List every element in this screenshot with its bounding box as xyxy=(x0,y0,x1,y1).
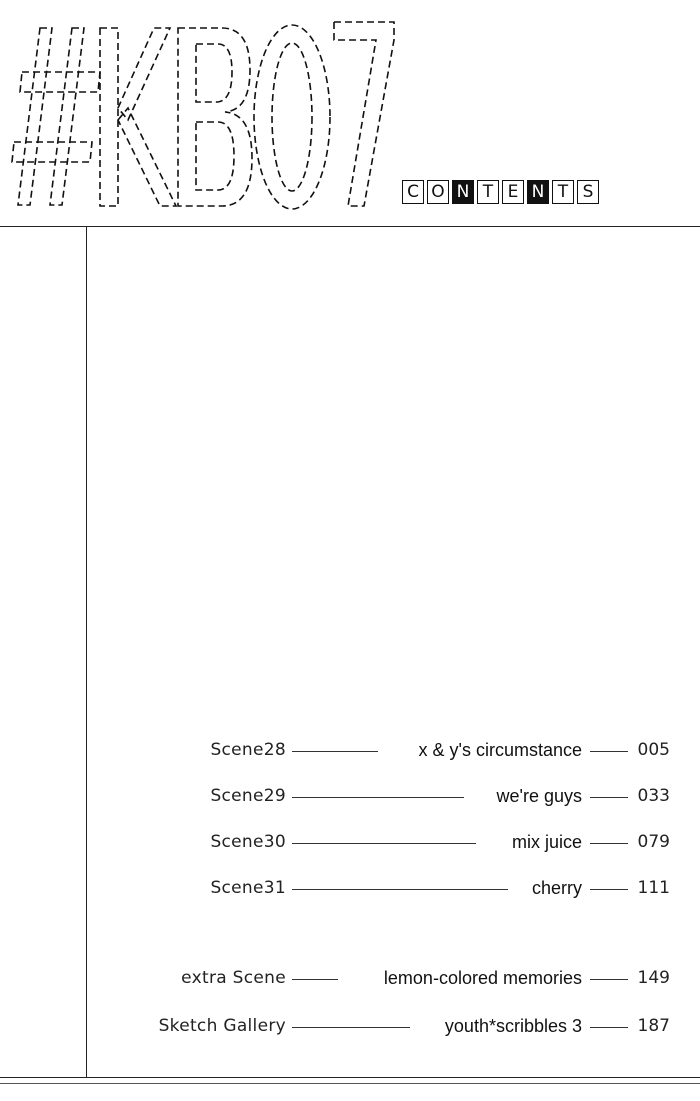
toc-entry[interactable] xyxy=(0,740,700,764)
toc-entry[interactable] xyxy=(0,786,700,810)
toc-leader-line xyxy=(292,979,338,980)
toc-leader-line xyxy=(292,797,464,798)
toc-leader-line xyxy=(292,889,508,890)
toc-title: cherry xyxy=(531,878,582,898)
toc-scene-label: Scene30 xyxy=(210,832,286,852)
toc-leader-line xyxy=(590,797,628,798)
contents-letter: E xyxy=(502,180,524,204)
b-glyph xyxy=(178,28,252,206)
toc-leader-line xyxy=(590,843,628,844)
contents-letter: T xyxy=(552,180,574,204)
toc-leader-line xyxy=(590,979,628,980)
contents-letter: C xyxy=(402,180,424,204)
contents-letter: N xyxy=(452,180,474,204)
margin-rule xyxy=(86,226,87,1078)
contents-letter: O xyxy=(427,180,449,204)
header-rule xyxy=(0,226,700,227)
toc-leader-line xyxy=(292,843,476,844)
toc-leader-line xyxy=(590,889,628,890)
toc-title: youth*scribbles 3 xyxy=(444,1016,582,1036)
toc-page-number: 187 xyxy=(637,1016,670,1036)
toc-page-number: 111 xyxy=(637,878,670,898)
toc-page-number: 079 xyxy=(637,832,670,852)
seven-glyph xyxy=(334,22,394,206)
toc-title: x & y's circumstance xyxy=(418,740,582,760)
toc-leader-line xyxy=(590,751,628,752)
toc-scene-label: Scene31 xyxy=(210,878,286,898)
toc-scene-label: Scene28 xyxy=(210,740,286,760)
toc-scene-label: Scene29 xyxy=(210,786,286,806)
toc-entry[interactable] xyxy=(0,1016,700,1040)
toc-scene-label: extra Scene xyxy=(181,968,286,988)
footer-rule xyxy=(0,1077,700,1078)
k-glyph xyxy=(100,28,176,206)
toc-scene-label: Sketch Gallery xyxy=(158,1016,286,1036)
toc-entry[interactable] xyxy=(0,968,700,992)
toc-leader-line xyxy=(590,1027,628,1028)
toc-title: we're guys xyxy=(496,786,582,806)
contents-letter: S xyxy=(577,180,599,204)
toc-leader-line xyxy=(292,751,378,752)
toc-title: lemon-colored memories xyxy=(383,968,582,988)
contents-heading xyxy=(402,180,599,206)
hash-glyph xyxy=(12,28,100,205)
zero-glyph xyxy=(254,25,330,209)
toc-page-number: 005 xyxy=(637,740,670,760)
footer-rule-secondary xyxy=(0,1083,700,1084)
toc-page-number: 033 xyxy=(637,786,670,806)
toc-entry[interactable] xyxy=(0,878,700,902)
contents-letter: T xyxy=(477,180,499,204)
toc-page-number: 149 xyxy=(637,968,670,988)
contents-letter: N xyxy=(527,180,549,204)
toc-title: mix juice xyxy=(511,832,582,852)
toc-leader-line xyxy=(292,1027,410,1028)
toc-entry[interactable] xyxy=(0,832,700,856)
